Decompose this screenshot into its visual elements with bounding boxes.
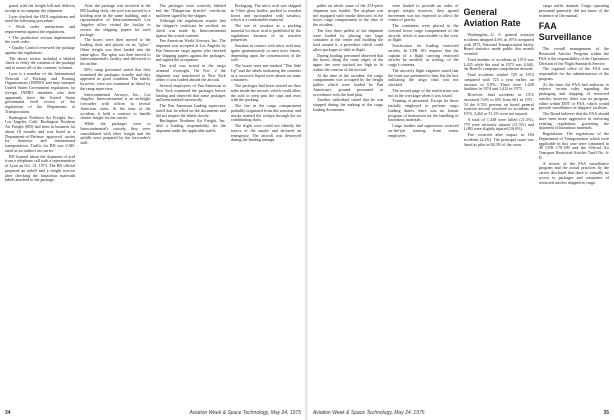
right-page-number: 35 bbox=[603, 410, 609, 416]
body-paragraph: Burlington Northern Air Freight, Inc., Los Angeles, Calif. Burlington Northern Air Freight (BN) had been in business for about 18 months and was listed as a Department-of-Defense approved carrier for domestic and international transportation. Traffic for BN was CAB-rated as an indirect air carrier. bbox=[5, 114, 76, 153]
body-paragraph: Notification for loading restricted articles. In CFR 103 requires that the captain of a flight carrying restricted articles be notified, in writing, of the cargo's contents. bbox=[388, 43, 459, 67]
body-paragraph: • Work order instructions and requirements against the regulations. bbox=[5, 24, 76, 34]
body-paragraph: BN's ramp personnel stated that they examined the packages visually and they appeared in good condition. The labels, however, were not examined in detail by the ramp supervisor. bbox=[80, 66, 151, 91]
right-column-1 bbox=[313, 4, 383, 406]
right-page bbox=[308, 0, 614, 420]
body-paragraph: The second page of the notification was not in the wreckage when it was found. bbox=[388, 87, 459, 98]
left-column-2 bbox=[80, 4, 150, 406]
left-column-1 bbox=[5, 4, 75, 406]
left-footer-magazine: Aviation Week & Space Technology, May 24, 1975 bbox=[189, 410, 301, 416]
body-paragraph: The packages were correctly labeled and the "Dangerous Articles" certificate had been signed by the shipper. bbox=[155, 4, 226, 18]
body-paragraph: The containers were placed in the forward lower cargo compartment of the aircraft, which is inaccessible to the crew in flight. bbox=[388, 23, 459, 43]
body-paragraph: Burlington Northern Air Freight, Inc. held a loading responsibility for the shipment under the applicable tariffs. bbox=[155, 118, 226, 133]
body-paragraph: While the packages were in Intercontinental's custody, they were consolidated with other freight and the airbills were prepared by the forwarder's staff. bbox=[80, 121, 151, 145]
body-paragraph: The boxes were not marked "This Side Up" and the labels indicating the contents as a corrosive liquid were absent on some containers. bbox=[230, 63, 301, 83]
body-paragraph: The acid was stored in the cargo terminal overnight. On Nov. 2 the shipment was transferred to New York where it was loaded aboard the aircraft. bbox=[155, 63, 226, 83]
body-paragraph: The overall management of the Restricted Articles Program within the FAA is the responsibility of the Operations Division of the Flight Standards Service. bbox=[538, 46, 609, 66]
right-footer-magazine: Aviation Week & Space Technology, May 24, 1975 bbox=[313, 410, 425, 416]
body-paragraph: The boxes were then moved to the loading dock and placed on an "igloo." Other freight was then loaded into the same igloo. The igloo was then moved to Intercontinental's facility and delivered to the airline. bbox=[80, 37, 151, 66]
body-paragraph: were loaded to provide an order of proper weight; however, they agreed movement was not expected to affect the center of gravity. bbox=[388, 4, 459, 23]
body-paragraph: The packages had been stowed on their sides inside the aircraft, which could allow the acid to seep past the caps and react with the packing. bbox=[230, 83, 301, 103]
left-page bbox=[0, 0, 306, 420]
body-paragraph: During loading, personnel observed that the boxes along the outer edges of the upper tier were stacked too high to fit within the contour of the aircraft. bbox=[313, 52, 384, 72]
body-paragraph: Although the regulations require that the shipper's certificate be verified, no check was made by Intercontinental against the actual contents. bbox=[155, 18, 226, 38]
body-paragraph: Washington—U. S. general aviation accidents dropped 4.6% in 1974 compared with 1973, National Transportation Safety Board statistics made public this month revealed. bbox=[463, 32, 534, 56]
body-paragraph: A review of the FAA surveillance program and the actual practices by the carrier disclosed that there is virtually no access to packages and containers of restricted articles shipped as cargo. bbox=[538, 160, 609, 185]
body-paragraph: Total number of accidents in 1974 was 4,425 while the total in 1973 was 4,640, the Board's computer compilation showed. bbox=[463, 56, 534, 72]
body-paragraph: The Board believes that the FAA should have been more aggressive in enforcing existing regulations governing the shipment of hazardous materials. bbox=[538, 111, 609, 131]
body-paragraph: The flight crew could not identify the source of the smoke and declared an emergency. The aircraft was destroyed during the landing attempt. bbox=[230, 123, 301, 143]
body-paragraph: The aircraft's flight engineer stated that the form was presented to him, but the box indicating the cargo class was not checked. bbox=[388, 67, 459, 87]
body-paragraph: At the time, the FAA had authority to enforce certain rules regarding the packaging and shipping of restricted articles; however, there was no program, either within DOT or FAA, which would provide surveillance of shippers' facilities. bbox=[538, 81, 609, 111]
body-paragraph: Lyon checked the IATA regulations and used the following procedure: bbox=[5, 13, 76, 24]
body-paragraph: • The production section implemented the work order. bbox=[5, 34, 76, 45]
right-footer bbox=[313, 410, 609, 416]
body-paragraph: The use of sawdust as a packing material for nitric acid is prohibited by the regulations because of its reactive properties. bbox=[230, 23, 301, 43]
right-column-4 bbox=[539, 4, 609, 406]
section-heading: General Aviation Rate bbox=[463, 7, 521, 28]
body-paragraph: The regional office of the FAA was responsible for the administration of the program. bbox=[538, 66, 609, 81]
left-footer bbox=[5, 410, 301, 416]
body-paragraph: cargo traffic manual. Cargo operating personnel generally did not know of the existence of the manual. bbox=[538, 4, 609, 18]
body-paragraph: After the package was received at the BN loading dock, the acid was moved to a holding area in the same building, and a representative of Intercontinental's Los Angeles office visited the facility to review the shipping papers for each package. bbox=[80, 4, 151, 37]
body-paragraph: Packaging. The nitric acid was shipped in 5-liter glass bottles, packed in wooden boxes and surrounded with sawdust, which is a combustible material. bbox=[230, 4, 301, 23]
body-paragraph: At the time of the accident, the cargo compartment was occupied by the freight pallets which were loaded by Pan American's ground personnel in accordance with the load plan. bbox=[313, 72, 384, 97]
body-paragraph: Regulations. The regulations of the Department of Transportation which were applicable in this case were contained in 49 CFR 170-189 and the Official Air Transport Restricted Articles Tariff No. 6-D. bbox=[538, 131, 609, 160]
body-paragraph: Lyon is a member of the International Network of Packing and Routing Organizations (INPRO) and may interpret United States Government regulations for foreign INPRO members who then apparently have the United States government level review of the regulations of the Department of Transportation. bbox=[5, 70, 76, 114]
body-paragraph: The first three pallets of the shipment were loaded by placing one large container at the center and building the load around it, a procedure which could allow packages to shift in flight. bbox=[313, 27, 384, 52]
body-paragraph: The fire in the cargo compartment probably originated from this reaction, and smoke entered the cockpit through the air conditioning ducts. bbox=[230, 103, 301, 123]
body-paragraph: pallet on which some of the 274-piece shipment was loaded. The airplane was not equipped with smoke detectors in the lower cargo compartment at the time of the accident. bbox=[313, 4, 384, 27]
body-paragraph: Intercontinental Airways, Inc., Los Angeles. Intercontinental is an airfreight forwarder with offices in several American cities. At the time of the accident, it held a contract to handle charter freight for the carrier. bbox=[80, 91, 151, 121]
body-paragraph: Fatal accidents totaled 729 in 1974 compared with 723 a year earlier, an increase of 0.8%. There were 1,438 fatalities in 1974 and 1,412 in 1973. bbox=[463, 72, 534, 92]
body-paragraph: The Pan American loading supervisor stated that he relied on the documents and did not inspect the labels closely. bbox=[155, 103, 226, 118]
left-columns bbox=[5, 4, 301, 406]
body-paragraph: Training of personnel. Except for those initially employed to perform cargo loading duties, there was no formal program of instruction for the handling of hazardous materials. bbox=[388, 98, 459, 123]
body-paragraph: Pan American World Airways, Inc. The shipment was accepted at Los Angeles by Pan American cargo agents who checked the shipping papers against the packages, and signed the acceptance. bbox=[155, 38, 226, 63]
left-page-number: 34 bbox=[5, 410, 11, 416]
left-column-3 bbox=[156, 4, 226, 406]
body-paragraph: A total of 1,438 were killed (21.3%), 779 were seriously injured (11.5%) and 1,083 were slightly injured (16.0%). bbox=[463, 116, 534, 132]
right-columns bbox=[313, 4, 609, 406]
body-paragraph: • Quality Control reviewed the package against the regulations. bbox=[5, 45, 76, 55]
body-paragraph: Fire occurred after impact in 184 accidents (4.2%). The principal cause was listed as pilot in 84.3% of the cases. bbox=[463, 132, 534, 147]
body-paragraph: Cargo loaders and supervisors received on-the-job training from senior employees. bbox=[388, 123, 459, 138]
body-paragraph: Several employees of Pan American at New York examined the packages before loading and observed that some packages had been marked incorrectly. bbox=[155, 83, 226, 103]
body-paragraph: pared with the freight bill and delivery receipt to accompany the shipment. bbox=[5, 4, 76, 13]
body-paragraph: BN learned about the shipment of acid from a telephone call with a representative of Lyon on Oct. 31, 1973. The BN official prepared an airbill and a freight invoice after checking the hazardous materials labels attached to the package. bbox=[5, 153, 76, 183]
body-paragraph: Sawdust in contact with nitric acid may ignite spontaneously or emit toxic fumes, depending upon the concentration of the acid. bbox=[230, 43, 301, 63]
right-column-3 bbox=[464, 4, 534, 406]
section-heading: FAA Surveillance bbox=[538, 21, 592, 43]
right-column-2 bbox=[388, 4, 458, 406]
body-paragraph: The above review included a labeled check to verify the contents of the package and to assure all of the contents' volumes. bbox=[5, 55, 76, 70]
body-paragraph: Another individual stated that he was stopped during the making of the cargo loading documents. bbox=[313, 97, 384, 112]
left-column-4 bbox=[231, 4, 301, 406]
body-paragraph: However, fatal accidents in 1972 increased 5.6% to 695 from 661 in 1971. Of the 6,763 persons on board general aviation aircraft involved in accidents in 1974, 3,463 or 51.2% were not injured. bbox=[463, 92, 534, 116]
